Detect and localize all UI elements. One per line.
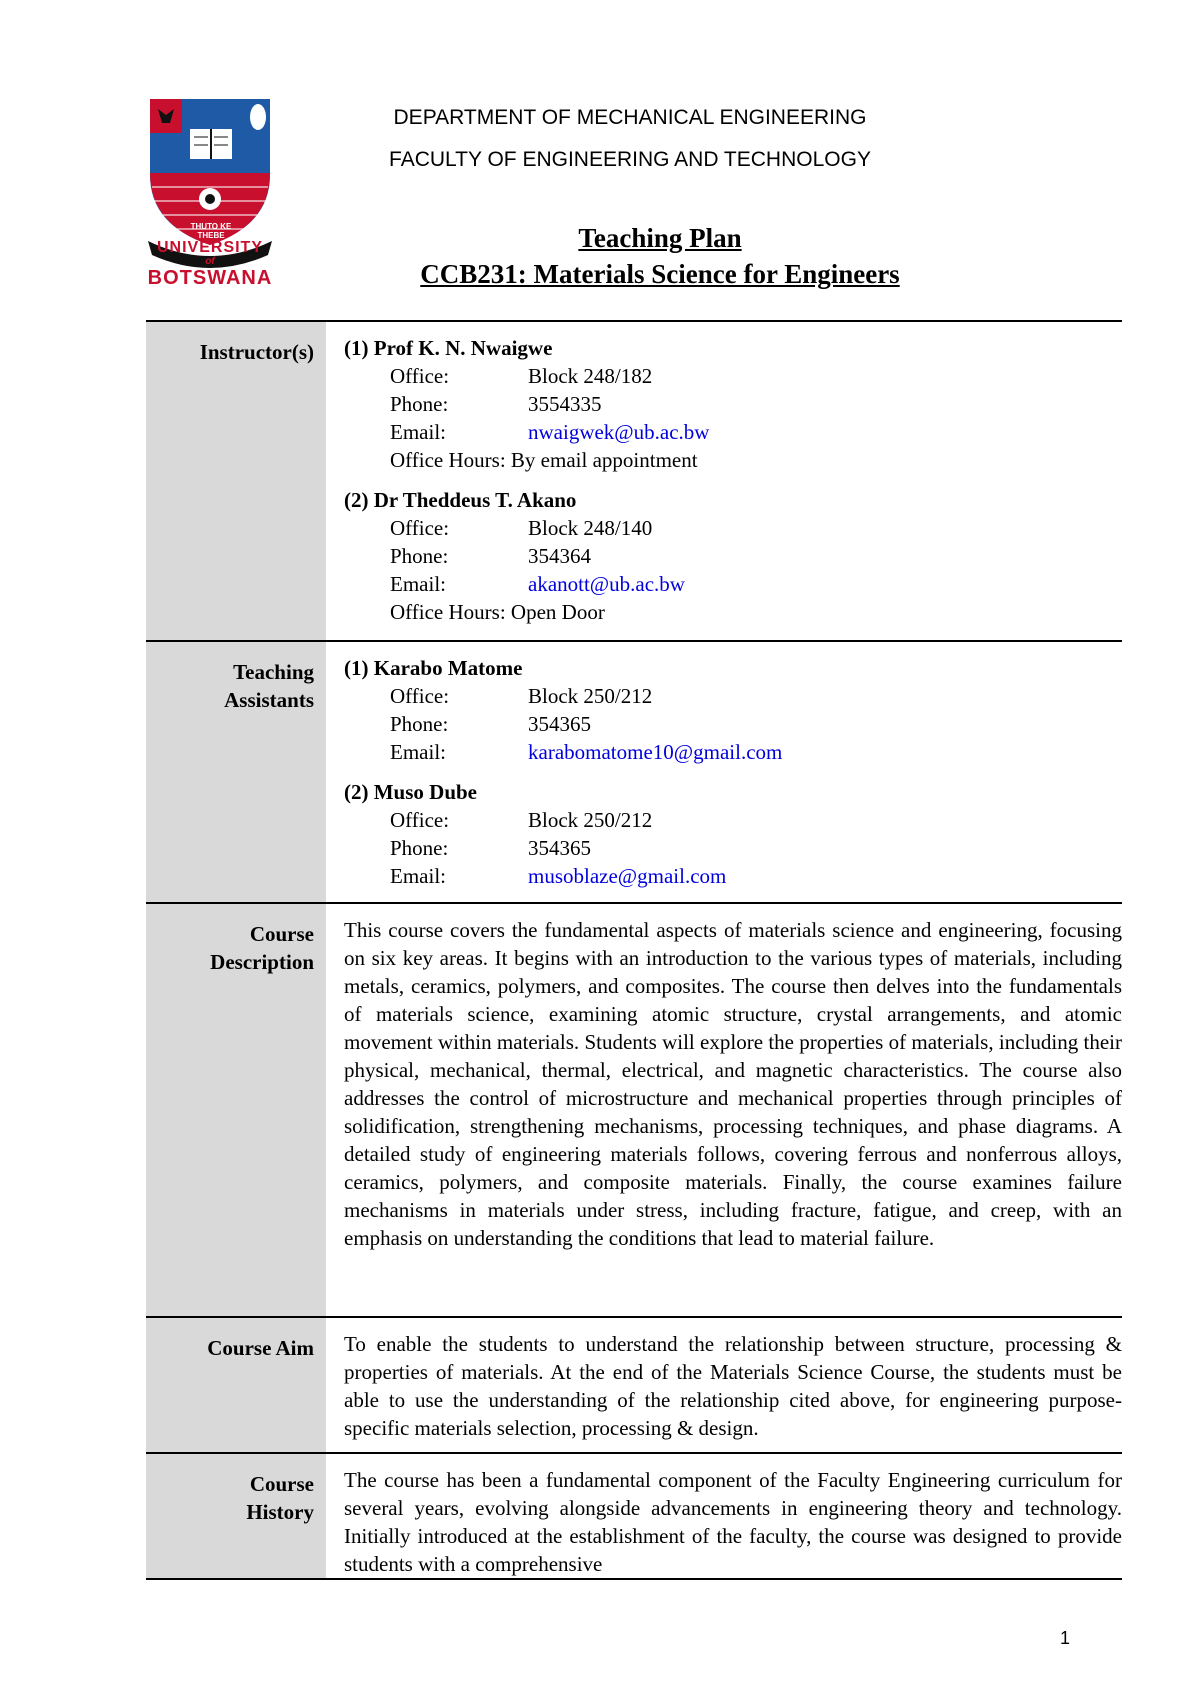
course-aim-text: To enable the students to understand the relationship between structure, processing & properties of materials. At the end of the Materials Science Course, the students must be able to use the understanding of the relationship cited above, for engineering purpose-specific materials selection, processing & design.	[344, 1332, 1122, 1440]
instructors-row	[146, 320, 1122, 640]
description-row	[146, 902, 1122, 1316]
university-wordmark-line2: of	[205, 256, 215, 267]
instructor-2	[344, 486, 1122, 626]
instructor-2-phone: 354364	[528, 544, 591, 568]
office-label: Office:	[390, 808, 450, 832]
university-wordmark-line1: UNIVERSITY	[156, 239, 263, 256]
teaching-plan-table	[146, 320, 1122, 1580]
assistants-label	[146, 642, 326, 902]
email-label: Email:	[390, 864, 446, 888]
instructor-1-office: Block 248/182	[528, 364, 653, 388]
faculty-heading: FACULTY OF ENGINEERING AND TECHNOLOGY	[389, 148, 871, 171]
assistant-1-office: Block 250/212	[528, 684, 653, 708]
course-title: CCB231: Materials Science for Engineers	[420, 259, 900, 289]
assistant-1-phone: 354365	[528, 712, 591, 736]
assistant-1	[344, 654, 1122, 766]
assistant-2-office: Block 250/212	[528, 808, 653, 832]
email-label: Email:	[390, 572, 446, 596]
instructor-2-office-hours: Open Door	[510, 600, 605, 624]
instructor-1-office-hours: By email appointment	[510, 448, 698, 472]
office-label: Office:	[390, 364, 450, 388]
phone-label: Phone:	[390, 392, 449, 416]
aim-content	[326, 1318, 1122, 1452]
instructor-1	[344, 334, 1122, 474]
assistant-2-name: (2) Muso Dube	[344, 780, 478, 804]
instructors-content	[326, 322, 1122, 640]
description-content	[326, 904, 1122, 1316]
history-row	[146, 1452, 1122, 1580]
instructor-1-name: (1) Prof K. N. Nwaigwe	[344, 336, 553, 360]
page-number: 1	[1059, 1628, 1070, 1648]
assistants-row	[146, 640, 1122, 902]
aim-row	[146, 1316, 1122, 1452]
history-label-line1: Course	[249, 1472, 314, 1496]
department-heading: DEPARTMENT OF MECHANICAL ENGINEERING	[393, 106, 867, 129]
aim-label: Course Aim	[146, 1318, 326, 1452]
history-label	[146, 1454, 326, 1578]
phone-label: Phone:	[390, 836, 449, 860]
instructors-label: Instructor(s)	[146, 322, 326, 640]
office-hours-label: Office Hours:	[390, 448, 506, 472]
assistant-2-phone: 354365	[528, 836, 591, 860]
description-label-line2: Description	[210, 950, 314, 974]
assistant-2	[344, 778, 1122, 890]
assistant-2-email-link[interactable]: musoblaze@gmail.com	[528, 864, 727, 888]
description-label	[146, 904, 326, 1316]
description-label-line1: Course	[249, 922, 314, 946]
office-label: Office:	[390, 516, 450, 540]
university-wordmark-line3: BOTSWANA	[147, 267, 273, 289]
email-label: Email:	[390, 420, 446, 444]
email-label: Email:	[390, 740, 446, 764]
phone-label: Phone:	[390, 712, 449, 736]
instructor-2-email-link[interactable]: akanott@ub.ac.bw	[528, 572, 685, 596]
phone-label: Phone:	[390, 544, 449, 568]
history-label-line2: History	[246, 1500, 314, 1524]
instructor-1-phone: 3554335	[528, 392, 602, 416]
course-description-text: This course covers the fundamental aspects of materials science and engineering, focusing on six key areas. It begins with an introduction to the various types of materials, including metals, ceramics, polymers, and composites. The course then delves into the fundamentals of materials science, examining atomic structure, crystal arrangements, and atomic movement within materials. Students will explore the properties of materials, including their physical, mechanical, thermal, electrical, and magnetic characteristics. The course also addresses the control of microstructure and mechanical properties through principles of solidification, strengthening mechanisms, processing techniques, and phase diagrams. A detailed study of engineering materials follows, covering ferrous and nonferrous alloys, ceramics, polymers, and composite materials. Finally, the course examines failure mechanisms in materials under stress, including fracture, fatigue, and creep, with an emphasis on understanding the conditions that lead to material failure.	[344, 918, 1122, 1250]
office-hours-label: Office Hours:	[390, 600, 506, 624]
assistant-1-email-link[interactable]: karabomatome10@gmail.com	[528, 740, 783, 764]
university-wordmark	[142, 240, 278, 288]
history-content	[326, 1454, 1122, 1578]
instructor-2-office: Block 248/140	[528, 516, 653, 540]
crest-motto: THUTO KE THEBE	[190, 222, 232, 240]
instructor-1-email-link[interactable]: nwaigwek@ub.ac.bw	[528, 420, 710, 444]
assistant-1-name: (1) Karabo Matome	[344, 656, 523, 680]
course-history-text: The course has been a fundamental component of the Faculty Engineering curriculum for several years, evolving alongside advancements in engineering theory and technology. Initially introduced at the establishment of the faculty, the course was designed to provide students with a comprehensive	[344, 1468, 1122, 1576]
assistants-label-line1: Teaching	[233, 660, 314, 684]
assistants-content	[326, 642, 1122, 902]
instructor-2-name: (2) Dr Theddeus T. Akano	[344, 488, 577, 512]
document-title: Teaching Plan	[578, 223, 742, 253]
office-label: Office:	[390, 684, 450, 708]
assistants-label-line2: Assistants	[224, 688, 314, 712]
